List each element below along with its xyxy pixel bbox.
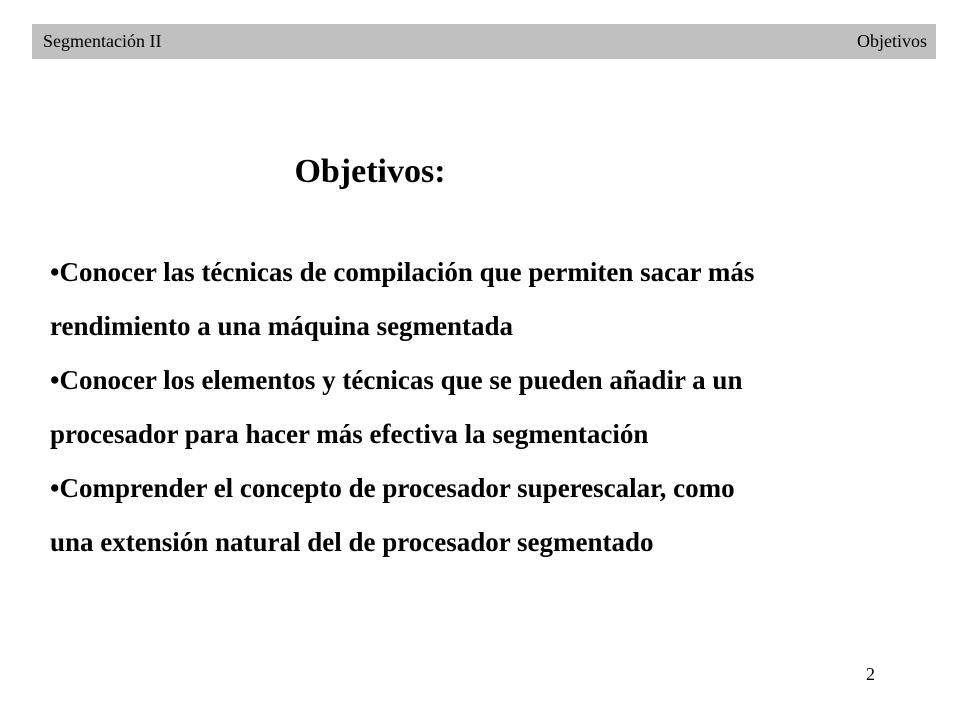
list-item-continuation <box>50 407 930 461</box>
bullet-text-line: una extensión natural del de procesador segmentado <box>50 527 654 557</box>
bullet-marker: • <box>50 365 60 395</box>
slide-title: Objetivos: <box>294 153 446 190</box>
header-section-title: Segmentación II <box>43 31 162 51</box>
header-bar <box>32 24 936 59</box>
bullet-marker: • <box>50 257 60 287</box>
header-topic: Objetivos <box>857 31 927 51</box>
page-number: 2 <box>866 664 875 684</box>
bullet-marker: • <box>50 473 60 503</box>
list-item <box>50 245 930 299</box>
objectives-list <box>50 245 930 569</box>
list-item-continuation <box>50 299 930 353</box>
bullet-text-line: procesador para hacer más efectiva la segmentación <box>50 419 649 449</box>
list-item <box>50 461 930 515</box>
bullet-text-line: Conocer las técnicas de compilación que permiten sacar más <box>59 257 755 287</box>
bullet-text-line: rendimiento a una máquina segmentada <box>50 311 514 341</box>
bullet-text-line: Conocer los elementos y técnicas que se pueden añadir a un <box>59 365 743 395</box>
list-item <box>50 353 930 407</box>
list-item-continuation <box>50 515 930 569</box>
bullet-text-line: Comprender el concepto de procesador superescalar, como <box>59 473 735 503</box>
